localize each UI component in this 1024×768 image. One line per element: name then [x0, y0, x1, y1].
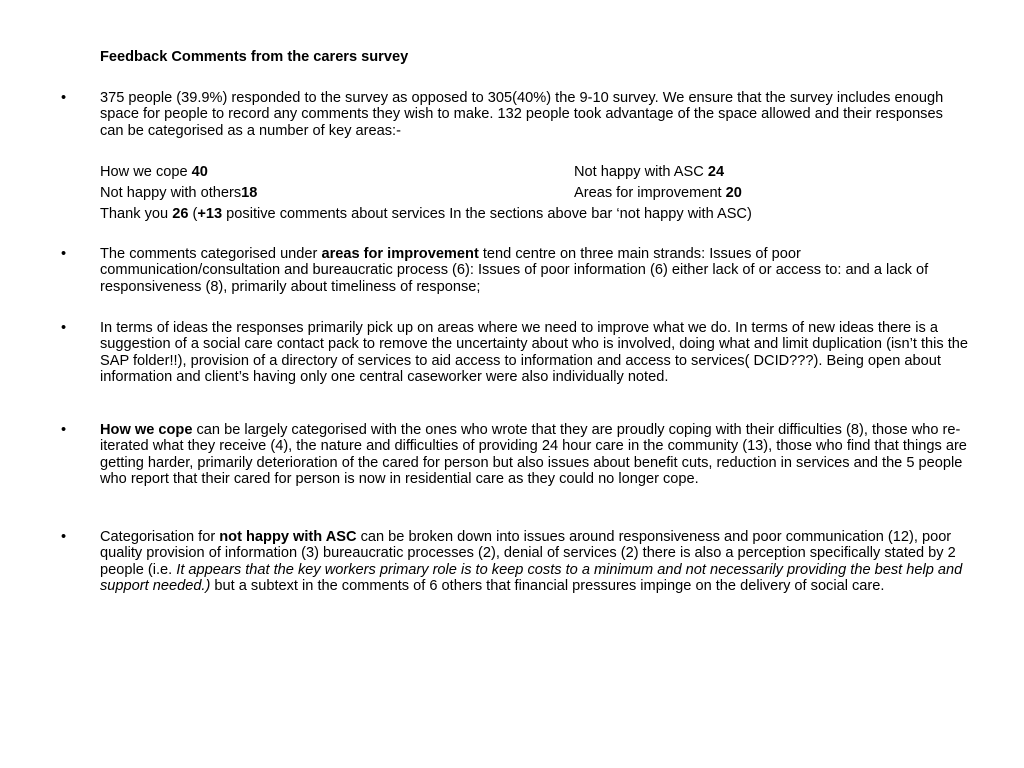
category-count: 24: [707, 164, 725, 180]
paragraph-not-happy-asc: [100, 529, 970, 595]
category-row-areas-improvement: [574, 185, 742, 201]
positive-count: +13: [197, 206, 223, 222]
emphasis-text: How we cope: [100, 422, 193, 438]
bullet-marker: •: [61, 529, 67, 545]
category-count: 26: [172, 206, 189, 222]
paragraph-new-ideas: In terms of ideas the responses primarily pick up on areas where we need to improve what we do. In terms of new ideas there is a suggestion of a social care contact pack to remove the uncertainty about who is involved, doing what and limit duplication (isn’t this the SAP folder!!), provision of a directory of services to aid access to information and access to services( DCID???). Being open about information and client’s having only one central caseworker were also individually noted.: [100, 320, 969, 386]
paragraph-survey-responses: 375 people (39.9%) responded to the survey as opposed to 305(40%) the 9-10 survey. We ensure that the survey includes enough space for people to record any comments they wish to make. 132 people took advantage of the space allowed and their responses can be categorised as a number of key areas:-: [100, 90, 944, 139]
bullet-marker: •: [61, 422, 67, 438]
bullet-marker: •: [61, 320, 67, 336]
category-row-not-happy-asc: [574, 164, 724, 180]
text-run: can be largely categorised with the ones who wrote that they are proudly coping with their difficulties (8), those who re-iterated what they receive (4), the nature and difficulties of providing 24 hour care in the community (13), those who find that things are getting harder, primarily deterioration of the cared for person but also issues about benefit cuts, reduction in services and the 5 people who report that their cared for person is now in residential care as they could no longer cope.: [100, 422, 967, 488]
paragraph-areas-for-improvement: [100, 246, 970, 295]
bullet-marker: •: [61, 246, 67, 262]
category-count: 18: [241, 185, 258, 201]
paragraph-how-we-cope: [100, 422, 970, 488]
emphasis-text: not happy with ASC: [219, 529, 357, 545]
category-row-not-happy-others: [100, 185, 257, 201]
page-title: Feedback Comments from the carers survey: [100, 49, 409, 65]
text-run: can be broken down into issues around responsiveness and poor communication (12), poor quality provision of information (3) bureaucratic processes (2), denial of services (2) there is also a perception specifically stated by 2 people (i.e.: [100, 529, 956, 578]
category-label: Not happy with others: [100, 185, 242, 201]
category-count: 20: [725, 185, 742, 201]
quoted-text: It appears that the key workers primary role is to keep costs to a minimum and not necessarily providing the best help and support needed.): [100, 561, 963, 595]
text-run: tend centre on three main strands: Issues of poor communication/consultation and bureaucratic process (6): Issues of poor information (6) either lack of or access to: and a lack of responsiveness (8), primarily about timeliness of response;: [100, 246, 929, 295]
thank-you-note: positive comments about services In the sections above bar ‘not happy with ASC): [222, 206, 752, 222]
category-row-how-we-cope: [100, 164, 208, 180]
category-label: Thank you: [100, 206, 173, 222]
text-run: but a subtext in the comments of 6 others that financial pressures impinge on the delivery of social care.: [210, 578, 885, 595]
bullet-marker: •: [61, 90, 67, 106]
paren-text: (: [188, 206, 198, 222]
category-count: 40: [191, 164, 208, 180]
category-label: How we cope: [100, 164, 192, 180]
text-run: The comments categorised under: [100, 246, 322, 262]
text-run: Categorisation for: [100, 529, 220, 545]
category-label: Areas for improvement: [574, 185, 726, 201]
emphasis-text: areas for improvement: [321, 246, 479, 262]
category-row-thank-you: [100, 206, 752, 222]
category-label: Not happy with ASC: [574, 164, 708, 180]
